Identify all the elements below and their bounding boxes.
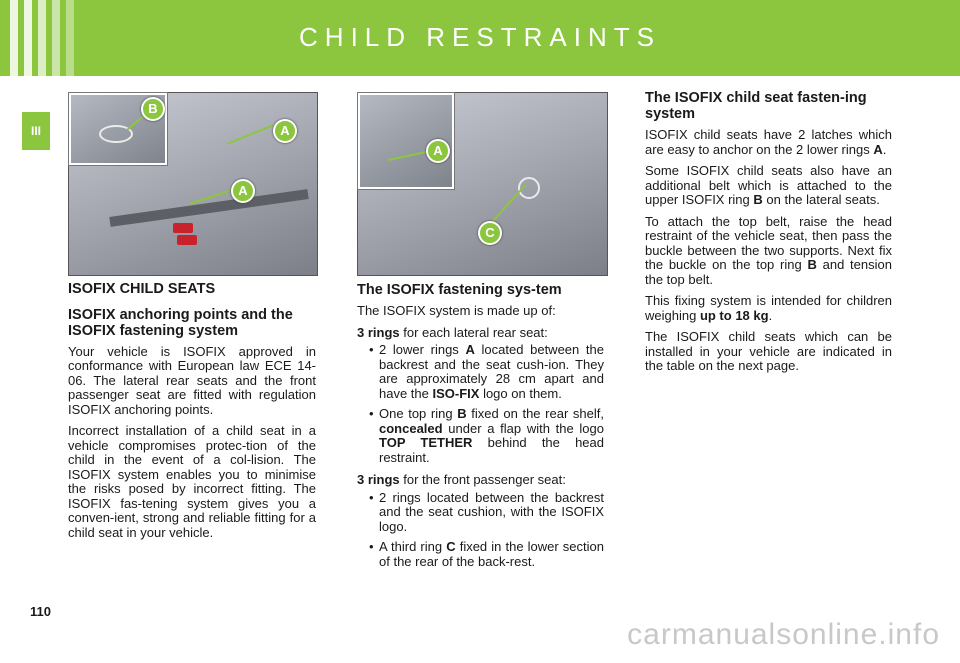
text-run: under a flap with the logo: [442, 420, 604, 436]
paragraph: [357, 326, 604, 341]
paragraph: Incorrect installation of a child seat in a vehicle compromises protec-tion of the child in the event of a col-lision. The ISOFIX system enables you to minimise the risks posed by incorrect fitting. The ISOFIX fas-tening system gives you a conven-ient, strong and reliable fitting for a child seat in your vehicle.: [68, 423, 316, 540]
bold-text: B: [753, 192, 763, 207]
watermark: carmanualsonline.info: [627, 618, 940, 651]
subsection-heading: ISOFIX anchoring points and the ISOFIX fastening system: [68, 306, 293, 339]
bold-text: ISO-FIX: [432, 385, 480, 401]
paragraph: The ISOFIX system is made up of:: [357, 303, 556, 318]
bullet-list: [357, 491, 604, 570]
text-run: for the front passenger seat:: [399, 472, 566, 487]
text-run: located between the backrest and the seat cush-ion. They are approximately 28 cm apart and have the: [379, 342, 604, 401]
chapter-tab: III: [22, 112, 50, 150]
label-marker-c: C: [478, 221, 502, 245]
text-run: .: [768, 307, 773, 323]
label-marker-a-upper: A: [273, 119, 297, 143]
paragraph: [645, 294, 892, 323]
text-run: fixed on the rear shelf,: [466, 406, 604, 421]
bold-text: A: [873, 141, 883, 157]
text-run: One top ring: [379, 406, 458, 421]
bold-text: 3 rings: [357, 472, 400, 487]
paragraph: Your vehicle is ISOFIX approved in conformance with European law ECE 14-06. The lateral rear seats and the front passenger seat are fitted with regulation ISOFIX anchoring points.: [68, 343, 316, 417]
text-run: ISOFIX child seats have 2 latches which are easy to anchor on the 2 lower rings: [645, 127, 892, 157]
list-item: • 2 rings located between the backrest and the seat cushion, with the ISOFIX logo.: [379, 491, 604, 535]
seat-fold-shape: [109, 189, 308, 227]
bullet-list: [357, 343, 604, 465]
text-run: .: [882, 141, 887, 157]
text-run: for each lateral rear seat:: [399, 324, 548, 340]
bold-text: 3 rings: [357, 324, 400, 340]
subsection-heading: The ISOFIX fastening sys-tem: [357, 282, 562, 298]
subsection-heading: The ISOFIX child seat fasten-ing system: [645, 90, 867, 122]
paragraph: The ISOFIX child seats which can be installed in your vehicle are indicated in the table on the next page.: [645, 329, 892, 373]
page-number: 110: [30, 604, 51, 619]
isofix-tag: [177, 235, 197, 245]
bold-text: concealed: [379, 420, 443, 436]
text-run: and tension the top belt.: [645, 257, 892, 287]
isofix-tag: [173, 223, 193, 233]
column-left: [68, 282, 316, 547]
text-run: 2 lower rings: [379, 342, 466, 357]
bold-text: B: [807, 257, 817, 272]
text-run: A third ring: [379, 539, 447, 554]
label-marker-b: B: [141, 97, 165, 121]
text-run: behind the head restraint.: [379, 435, 604, 465]
text-run: Some ISOFIX child seats also have an additional belt which is attached to the upper ISOFIX ring: [645, 163, 892, 207]
text-run: This fixing system is intended for children weighing: [645, 293, 892, 323]
paragraph: [645, 164, 892, 208]
front-seat-photo: [357, 92, 608, 276]
bold-text: TOP TETHER: [379, 435, 473, 450]
label-marker-a: A: [426, 139, 450, 163]
bold-text: B: [457, 406, 467, 421]
page-header: [0, 0, 960, 76]
text-run: on the lateral seats.: [762, 192, 880, 207]
text-run: logo on them.: [479, 385, 562, 401]
bold-text: A: [465, 342, 475, 357]
paragraph: [357, 473, 604, 488]
list-item: [379, 407, 604, 465]
column-right: [645, 90, 892, 381]
paragraph: [645, 128, 892, 157]
leader-line: [491, 184, 526, 222]
rear-seat-photo: [68, 92, 318, 276]
leader-line: [227, 124, 274, 145]
page-title: CHILD RESTRAINTS: [299, 22, 661, 52]
text-run: To attach the top belt, raise the head restraint of the vehicle seat, then pass the buckle between the two supports. Next fix the buckle on the top ring: [645, 213, 892, 272]
label-marker-a-lower: A: [231, 179, 255, 203]
column-middle: [357, 282, 604, 577]
paragraph: [645, 215, 892, 288]
list-item: [379, 540, 604, 569]
list-item: [379, 343, 604, 401]
bold-text: up to 18 kg: [699, 307, 769, 323]
bold-text: C: [446, 539, 456, 554]
text-run: fixed in the lower section of the rear of the back-rest.: [379, 539, 604, 569]
section-heading: ISOFIX CHILD SEATS: [68, 281, 216, 297]
